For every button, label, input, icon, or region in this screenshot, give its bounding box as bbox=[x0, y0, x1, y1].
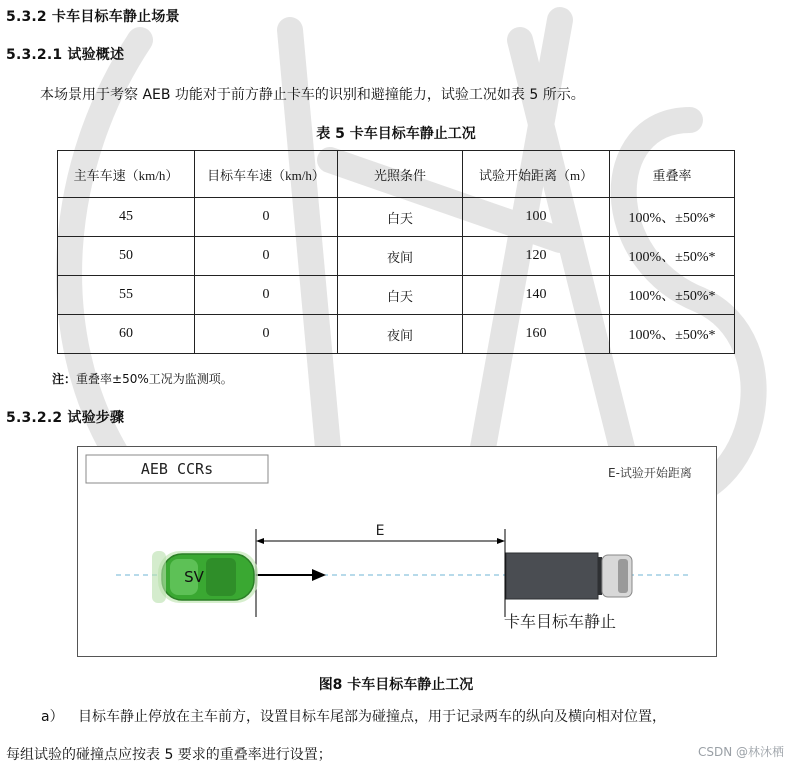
step-a-line-1: 目标车静止停放在主车前方，设置目标车尾部为碰撞点，用于记录两车的纵向及横向相对位置， bbox=[78, 709, 666, 725]
scenario-diagram bbox=[78, 447, 716, 656]
cell-lighting: 夜间 bbox=[338, 237, 463, 276]
section-title: 5.3.2 卡车目标车静止场景 bbox=[6, 9, 180, 25]
table-note-text: 重叠率±50%工况为监测项。 bbox=[76, 372, 233, 386]
table-row bbox=[58, 198, 735, 237]
cell-subject-speed: 55 bbox=[58, 276, 195, 315]
cell-start-distance: 160 bbox=[463, 315, 610, 354]
table-title: 表 5 卡车目标车静止工况 bbox=[316, 126, 476, 142]
scenario-figure bbox=[77, 446, 717, 657]
cell-subject-speed: 50 bbox=[58, 237, 195, 276]
scenario-label: AEB CCRs bbox=[140, 460, 214, 478]
cell-target-speed: 0 bbox=[195, 198, 338, 237]
table-note-label: 注： bbox=[52, 372, 77, 386]
cell-lighting: 夜间 bbox=[338, 315, 463, 354]
distance-label: E bbox=[375, 523, 385, 539]
cell-lighting: 白天 bbox=[338, 198, 463, 237]
table-row bbox=[58, 237, 735, 276]
cell-overlap: 100%、±50%* bbox=[610, 237, 735, 276]
table-note bbox=[52, 370, 233, 387]
step-a-marker: a） bbox=[41, 709, 64, 725]
subsection-steps-title: 5.3.2.2 试验步骤 bbox=[6, 410, 125, 426]
subsection-overview-title: 5.3.2.1 试验概述 bbox=[6, 47, 125, 63]
target-label: 卡车目标车静止 bbox=[504, 612, 617, 631]
cell-target-speed: 0 bbox=[195, 276, 338, 315]
intro-paragraph: 本场景用于考察 AEB 功能对于前方静止卡车的识别和避撞能力，试验工况如表 5 所示。 bbox=[40, 87, 585, 103]
target-truck-icon bbox=[506, 553, 632, 599]
cell-target-speed: 0 bbox=[195, 315, 338, 354]
motion-arrow-icon bbox=[312, 569, 326, 581]
table-row bbox=[58, 276, 735, 315]
cell-start-distance: 100 bbox=[463, 198, 610, 237]
figure-legend: E-试验开始距离 bbox=[608, 466, 692, 480]
cell-start-distance: 140 bbox=[463, 276, 610, 315]
header-target-speed: 目标车车速（km/h） bbox=[195, 151, 338, 198]
step-a-line-2: 每组试验的碰撞点应按表 5 要求的重叠率进行设置； bbox=[6, 747, 332, 763]
cell-overlap: 100%、±50%* bbox=[610, 276, 735, 315]
subject-vehicle-icon bbox=[152, 551, 258, 603]
subject-vehicle-label: SV bbox=[184, 568, 204, 586]
dimension-arrow-right-icon bbox=[497, 538, 505, 544]
cell-subject-speed: 60 bbox=[58, 315, 195, 354]
table-header-row bbox=[58, 151, 735, 198]
header-lighting: 光照条件 bbox=[338, 151, 463, 198]
dimension-arrow-left-icon bbox=[256, 538, 264, 544]
cell-lighting: 白天 bbox=[338, 276, 463, 315]
test-conditions-table bbox=[57, 150, 735, 354]
cell-overlap: 100%、±50%* bbox=[610, 315, 735, 354]
header-overlap: 重叠率 bbox=[610, 151, 735, 198]
table-row bbox=[58, 315, 735, 354]
cell-target-speed: 0 bbox=[195, 237, 338, 276]
cell-overlap: 100%、±50%* bbox=[610, 198, 735, 237]
cell-start-distance: 120 bbox=[463, 237, 610, 276]
figure-caption: 图8 卡车目标车静止工况 bbox=[318, 677, 474, 693]
cell-subject-speed: 45 bbox=[58, 198, 195, 237]
header-subject-speed: 主车车速（km/h） bbox=[58, 151, 195, 198]
header-start-distance: 试验开始距离（m） bbox=[463, 151, 610, 198]
csdn-watermark: CSDN @林沐栖 bbox=[697, 745, 784, 759]
